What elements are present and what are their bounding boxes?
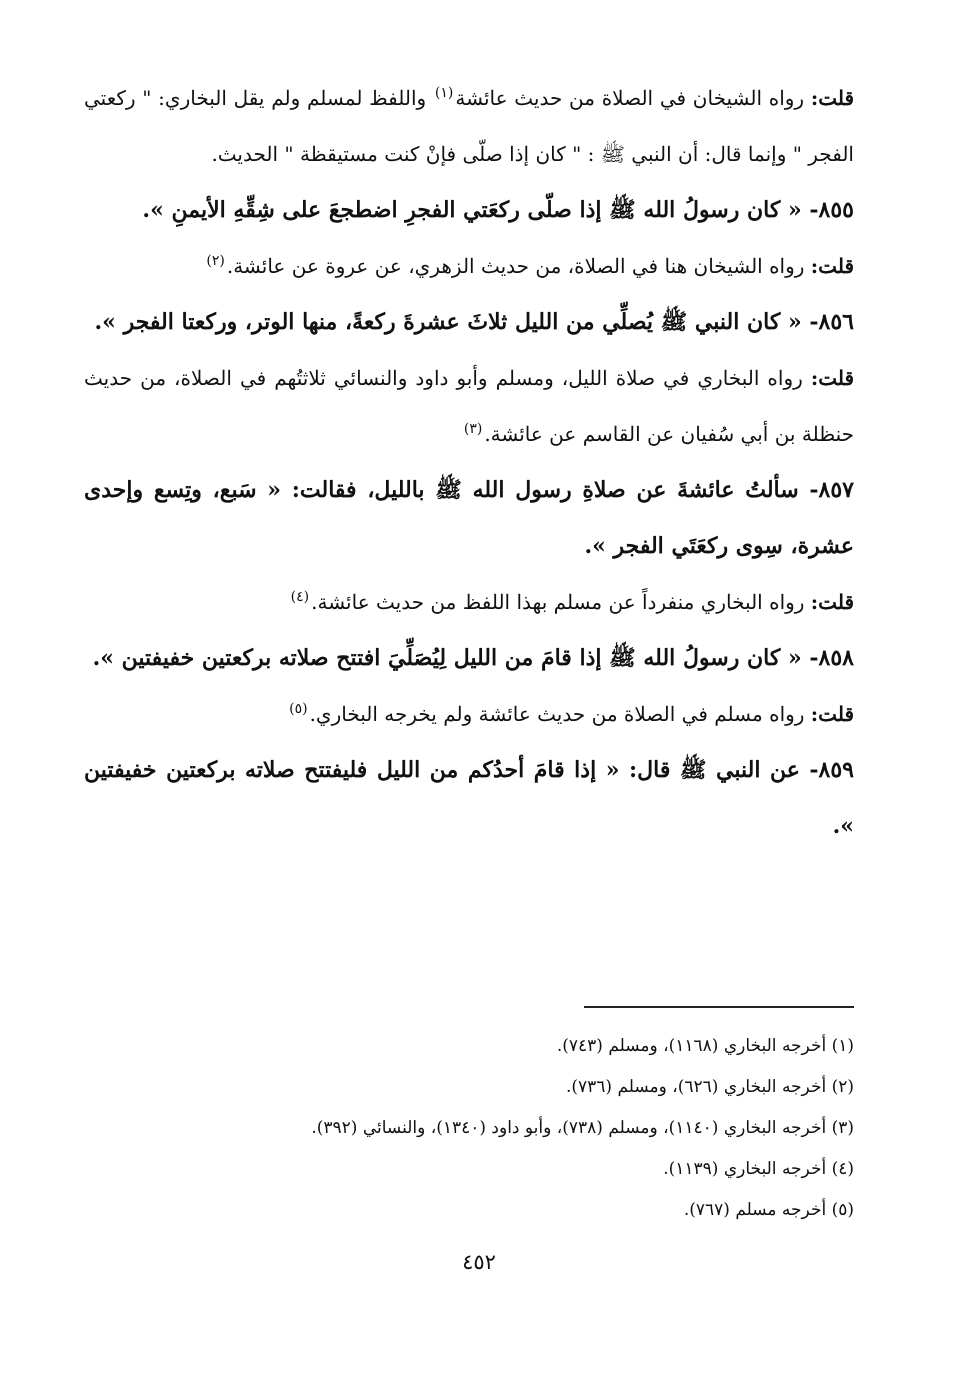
commentary-text: رواه مسلم في الصلاة من حديث عائشة ولم يخرجه البخاري. [309, 702, 805, 726]
commentary-paragraph [84, 238, 854, 294]
commentary-paragraph [84, 350, 854, 462]
page-number: ٤٥٢ [462, 1250, 496, 1274]
footnote-divider [584, 1006, 854, 1008]
footnote-item: (٥) أخرجه مسلم (٧٦٧). [683, 1200, 854, 1220]
footnote-ref: (٢) [206, 253, 225, 270]
footnote-ref: (٥) [289, 701, 308, 718]
footnote-item: (١) أخرجه البخاري (١١٦٨)، ومسلم (٧٤٣). [556, 1036, 854, 1056]
commentary-text: رواه الشيخان في الصلاة من حديث عائشة [455, 86, 805, 110]
footnote-ref: (١) [434, 85, 454, 102]
hadith-paragraph: ٨٥٧- سألتُ عائشةَ عن صلاةِ رسول الله ﷺ بالليل، فقالت: « سَبع، وتِسع وإحدى عشرة، سِوى ركعَتَي الفجر ». [84, 477, 854, 559]
footnote-item: (٣) أخرجه البخاري (١١٤٠)، ومسلم (٧٣٨)، وأبو داود (١٣٤٠)، والنسائي (٣٩٢). [311, 1118, 854, 1138]
commentary-lead: قلت: [810, 86, 855, 110]
commentary-paragraph [84, 70, 854, 182]
footnotes [84, 1026, 854, 1231]
commentary-lead: قلت: [810, 590, 854, 614]
hadith-paragraph: ٨٥٥- « كان رسولُ الله ﷺ إذا صلّى ركعَتي الفجرِ اضطجعَ على شِقِّهِ الأيمنِ ». [142, 197, 854, 223]
footnote-ref: (٣) [463, 421, 483, 438]
commentary-text: رواه الشيخان هنا في الصلاة، من حديث الزهري، عن عروة عن عائشة. [226, 254, 805, 278]
footnote-ref: (٤) [290, 589, 310, 606]
hadith-paragraph: ٨٥٦- « كان النبي ﷺ يُصلِّي من الليل ثلاثَ عشرةَ ركعةً، منها الوتر، وركعتا الفجر ». [94, 309, 854, 335]
commentary-text: رواه البخاري منفرداً عن مسلم بهذا اللفظ من حديث عائشة. [311, 590, 805, 614]
hadith-paragraph: ٨٥٩- عن النبي ﷺ قال: « إذا قامَ أحدُكم من الليل فليفتتح صلاته بركعتين خفيفتين ». [84, 757, 854, 839]
commentary-lead: قلت: [810, 702, 854, 726]
footnote-item: (٢) أخرجه البخاري (٦٢٦)، ومسلم (٧٣٦). [565, 1077, 854, 1097]
main-text [84, 70, 854, 854]
commentary-text: رواه البخاري في صلاة الليل، ومسلم وأبو داود والنسائي ثلاثتُهم في الصلاة، من حديث حنظلة بن أبي سُفيان عن القاسم عن عائشة. [84, 366, 854, 446]
commentary-lead: قلت: [810, 366, 855, 390]
footnote-item: (٤) أخرجه البخاري (١١٣٩). [663, 1159, 854, 1179]
commentary-paragraph [84, 686, 854, 742]
commentary-lead: قلت: [810, 254, 854, 278]
hadith-paragraph: ٨٥٨- « كان رسولُ الله ﷺ إذا قامَ من الليل لِيُصَلِّيَ افتتح صلاته بركعتين خفيفتين ». [92, 645, 854, 671]
commentary-text-continued: واللفظ لمسلم ولم يقل البخاري: " ركعتي الفجر " وإنما قال: أن النبي ﷺ : " كان إذا صلّى فإنْ كنت مستيقظة " الحديث. [84, 86, 854, 166]
commentary-paragraph [84, 574, 854, 630]
